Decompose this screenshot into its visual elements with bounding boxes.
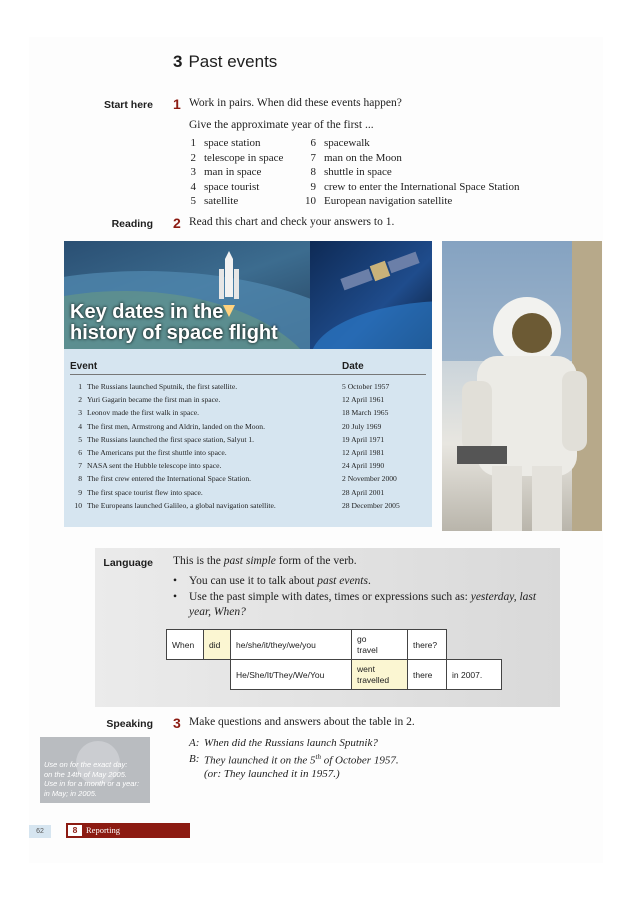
unit-title-text: Past events: [188, 52, 278, 71]
column-header-event: Event: [70, 361, 98, 372]
chart-heading: [70, 302, 278, 344]
cell-empty-b: [204, 660, 231, 690]
chart-row-event: Yuri Gagarin became the first man in space.: [87, 395, 221, 405]
chart-row: [70, 472, 426, 485]
dialogue-b-text: [204, 753, 399, 767]
b-text-post: of October 1957.: [320, 754, 399, 767]
cell-travel: travel: [357, 644, 378, 655]
event-list-text: spacewalk: [324, 137, 370, 149]
chart-row: [70, 380, 426, 393]
chart-row: [70, 433, 426, 446]
event-list-number: 1: [190, 137, 196, 149]
chart-row-date: 18 March 1965: [342, 408, 389, 418]
section-label-reading: Reading: [111, 218, 153, 230]
event-list-item: [176, 191, 238, 209]
grammar-table-row-question: [167, 630, 502, 660]
event-list-text: man in space: [204, 166, 262, 178]
chart-row-date: 2 November 2000: [342, 474, 397, 484]
b-text-pre: They launched it on the 5: [204, 754, 316, 767]
cell-in-2007: in 2007.: [447, 660, 502, 690]
footer-unit-bar: [66, 823, 190, 838]
b-text-sup: th: [315, 753, 321, 761]
column-header-date: Date: [342, 361, 364, 372]
cell-pronouns-a: He/She/It/They/We/You: [231, 660, 352, 690]
chart-row: [70, 459, 426, 472]
cell-went: went: [357, 663, 375, 674]
cell-there-a: there: [408, 660, 447, 690]
chart-header-divider: [70, 374, 426, 375]
bullet2-em2: year, When?: [189, 606, 246, 618]
footer-unit-number: 8: [68, 825, 82, 836]
dialogue-a-text: When did the Russians launch Sputnik?: [204, 737, 378, 749]
chart-row-event: The Americans put the first shuttle into space.: [87, 448, 227, 457]
chart-row-event: The first crew entered the International Space Station.: [87, 474, 252, 484]
cell-go: go: [357, 633, 367, 644]
astronaut-icon: [442, 241, 602, 531]
satellite-photo: [310, 241, 432, 349]
dialogue-a-label: A:: [189, 737, 200, 749]
cell-empty-a: [167, 660, 204, 690]
grammar-table: [166, 629, 502, 690]
chart-row-event: Leonov made the first walk in space.: [87, 408, 199, 418]
chart-row-event: The first men, Armstrong and Aldrin, landed on the Moon.: [87, 421, 266, 431]
chart-row: [70, 420, 426, 433]
event-list-number: 3: [190, 166, 196, 178]
chart-heading-line1: Key dates in the: [70, 301, 224, 323]
note-line-1: Use on for the exact day:: [44, 760, 128, 769]
chart-row-date: 12 April 1981: [342, 448, 385, 457]
cell-base-verbs: [352, 630, 408, 660]
cell-empty: [447, 630, 502, 660]
event-list-text: telescope in space: [204, 151, 284, 164]
cell-there-q: there?: [408, 630, 447, 660]
chart-row-event: The Europeans launched Galileo, a global navigation satellite.: [87, 500, 276, 510]
chart-row-event: The Russians launched the first space station, Salyut 1.: [87, 434, 255, 444]
grammar-table-row-answer: [167, 660, 502, 690]
cell-when: When: [167, 630, 204, 660]
event-list-number: 6: [310, 137, 316, 149]
cell-pronouns-q: he/she/it/they/we/you: [231, 630, 352, 660]
chart-row-date: 28 April 2001: [342, 487, 385, 497]
chart-row-date: 28 December 2005: [342, 500, 400, 510]
footer-unit-name: Reporting: [86, 825, 120, 835]
chart-heading-line2: history of space flight: [70, 322, 278, 344]
event-list-text: European navigation satellite: [324, 195, 453, 207]
page-number: 62: [29, 825, 51, 838]
chart-row-number: 2: [78, 395, 82, 405]
task-number-2: 2: [173, 215, 181, 231]
chart-row: [70, 499, 426, 512]
cell-past-verbs: [352, 660, 408, 690]
event-list-item: [296, 191, 452, 209]
event-list-number: 5: [190, 195, 196, 207]
note-line-2: on the 14th of May 2005.: [44, 769, 127, 779]
task-number-1: 1: [173, 96, 181, 112]
language-intro-em: past simple: [223, 555, 276, 567]
task-1-sub-instruction: Give the approximate year of the first ...: [189, 119, 374, 131]
event-list-text: man on the Moon: [324, 151, 402, 164]
unit-title: [173, 52, 277, 72]
cell-did: did: [204, 630, 231, 660]
chart-row-number: 10: [74, 500, 82, 510]
chart-row-date: 5 October 1957: [342, 382, 390, 391]
section-label-speaking: Speaking: [106, 718, 153, 730]
event-list-number: 4: [190, 180, 196, 193]
task-2-instruction: Read this chart and check your answers to 1.: [189, 216, 395, 228]
chart-row-date: 20 July 1969: [342, 421, 382, 431]
bullet1-em: past events: [317, 575, 368, 587]
language-intro: [173, 555, 357, 567]
event-list-number: 9: [310, 180, 316, 193]
bullet1-post: .: [367, 575, 371, 587]
cell-travelled: travelled: [357, 674, 390, 685]
note-line-3: Use in for a month or a year:: [44, 779, 140, 788]
chart-row-number: 5: [78, 434, 82, 444]
event-list-text: shuttle in space: [324, 166, 392, 178]
section-label-start-here: Start here: [103, 99, 153, 111]
event-list-text: satellite: [204, 195, 239, 207]
chart-row-number: 8: [78, 474, 82, 484]
task-number-3: 3: [173, 715, 181, 731]
usage-note-text: [44, 760, 139, 798]
chart-row-number: 9: [78, 487, 82, 497]
task-3-instruction: Make questions and answers about the table in 2.: [189, 716, 415, 728]
chart-row-number: 1: [78, 382, 82, 391]
chart-row-event: The Russians launched Sputnik, the first satellite.: [87, 382, 238, 391]
section-label-language: Language: [103, 557, 153, 569]
chart-row: [70, 486, 426, 499]
chart-row-event: NASA sent the Hubble telescope into space.: [87, 461, 222, 471]
event-list-number: 10: [305, 195, 316, 207]
chart-row: [70, 406, 426, 419]
chart-row: [70, 446, 426, 459]
chart-row-date: 19 April 1971: [342, 434, 385, 444]
chart-row: [70, 393, 426, 406]
chart-row-number: 4: [78, 421, 82, 431]
chart-row-date: 24 April 1990: [342, 461, 385, 471]
language-bullet-1: • You can use it to talk about past events.: [173, 575, 371, 587]
bullet1-pre: You can use it to talk about: [189, 575, 318, 587]
event-list-number: 8: [310, 166, 316, 178]
event-list-number: 7: [310, 151, 316, 164]
event-list-text: crew to enter the International Space Station: [324, 180, 520, 193]
language-bullet-2: • Use the past simple with dates, times or expressions such as: yesterday, last: [173, 591, 537, 603]
chart-row-number: 3: [78, 408, 82, 418]
chart-row-number: 6: [78, 448, 82, 457]
unit-number: 3: [173, 52, 183, 71]
task-1-instruction: Work in pairs. When did these events happen?: [189, 97, 402, 109]
bullet2-em1: yesterday, last: [470, 591, 537, 603]
event-list-number: 2: [190, 151, 196, 164]
chart-row-date: 12 April 1961: [342, 395, 385, 405]
astronaut-photo: [442, 241, 602, 531]
dialogue-b-label: B:: [189, 753, 200, 765]
satellite-icon: [310, 241, 432, 349]
note-line-4: in May; in 2005.: [44, 788, 97, 798]
bullet2-pre: Use the past simple with dates, times or expressions such as:: [189, 591, 471, 603]
language-intro-pre: This is the: [173, 555, 224, 567]
language-bullet-2-cont: [189, 606, 246, 618]
dialogue-b-alt: (or: They launched it in 1957.): [204, 768, 340, 780]
chart-row-number: 7: [78, 461, 82, 471]
chart-row-event: The first space tourist flew into space.: [87, 487, 203, 497]
event-list-text: space station: [204, 137, 261, 149]
event-list-text: space tourist: [204, 180, 260, 193]
language-intro-post: form of the verb.: [275, 555, 357, 567]
